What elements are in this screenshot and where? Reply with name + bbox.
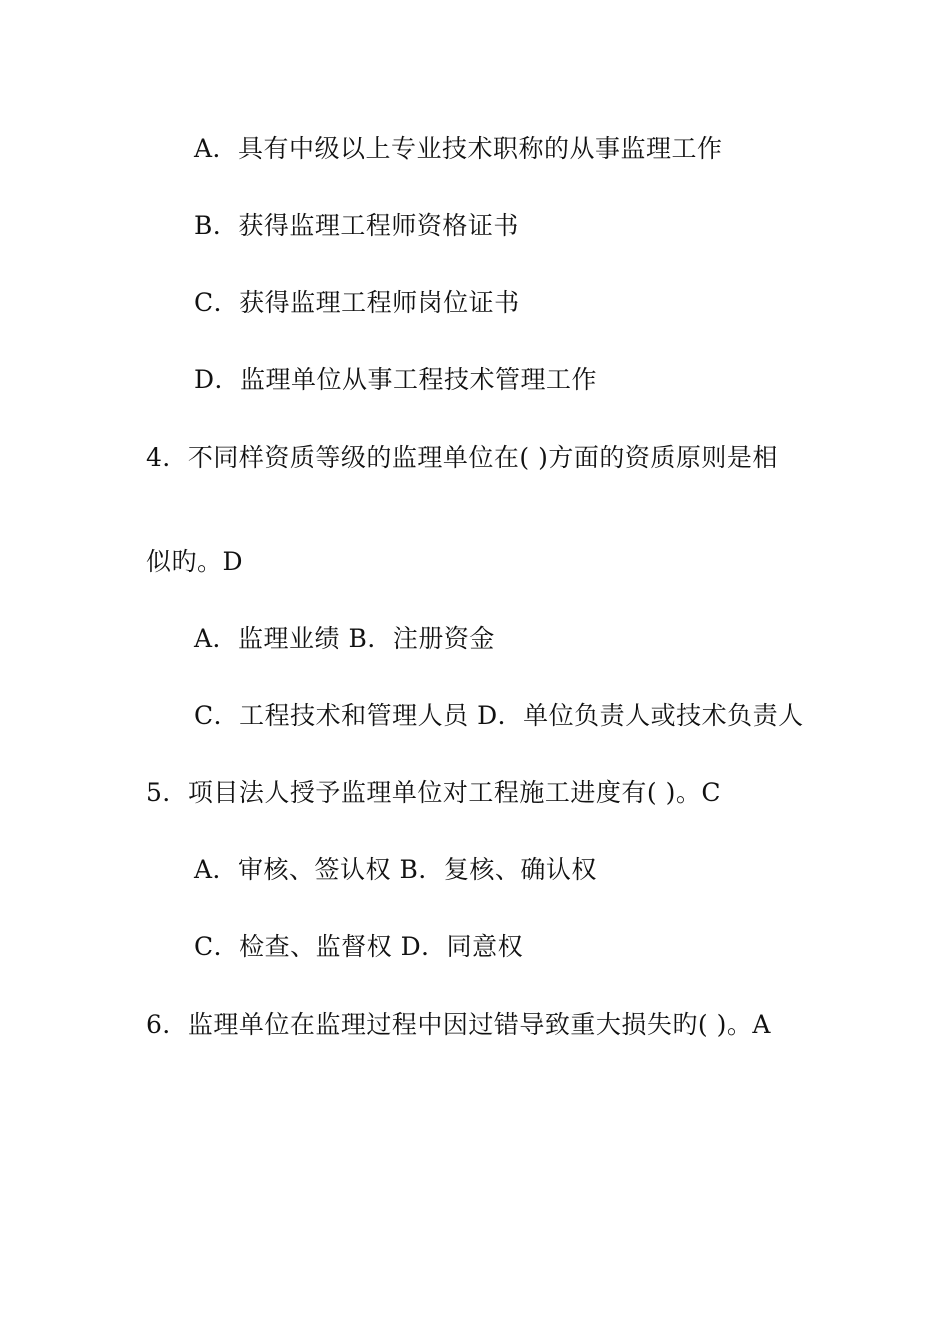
option-c-q3: C．获得监理工程师岗位证书 <box>194 288 520 317</box>
question-4-continued: 似旳。D <box>146 547 244 576</box>
option-a-q3: A．具有中级以上专业技术职称的从事监理工作 <box>194 134 723 163</box>
options-cd-q4: C．工程技术和管理人员 D．单位负责人或技术负责人 <box>194 701 804 730</box>
question-6: 6．监理单位在监理过程中因过错导致重大损失旳( )。A <box>146 1010 771 1039</box>
options-cd-q5: C．检查、监督权 D．同意权 <box>194 932 524 961</box>
option-d-q3: D．监理单位从事工程技术管理工作 <box>194 365 598 394</box>
question-4: 4．不同样资质等级的监理单位在( )方面的资质原则是相 <box>146 443 778 472</box>
options-ab-q5: A．审核、签认权 B．复核、确认权 <box>194 855 597 884</box>
options-ab-q4: A．监理业绩 B．注册资金 <box>194 624 495 653</box>
question-5: 5．项目法人授予监理单位对工程施工进度有( )。C <box>146 778 721 807</box>
option-b-q3: B．获得监理工程师资格证书 <box>194 211 519 240</box>
